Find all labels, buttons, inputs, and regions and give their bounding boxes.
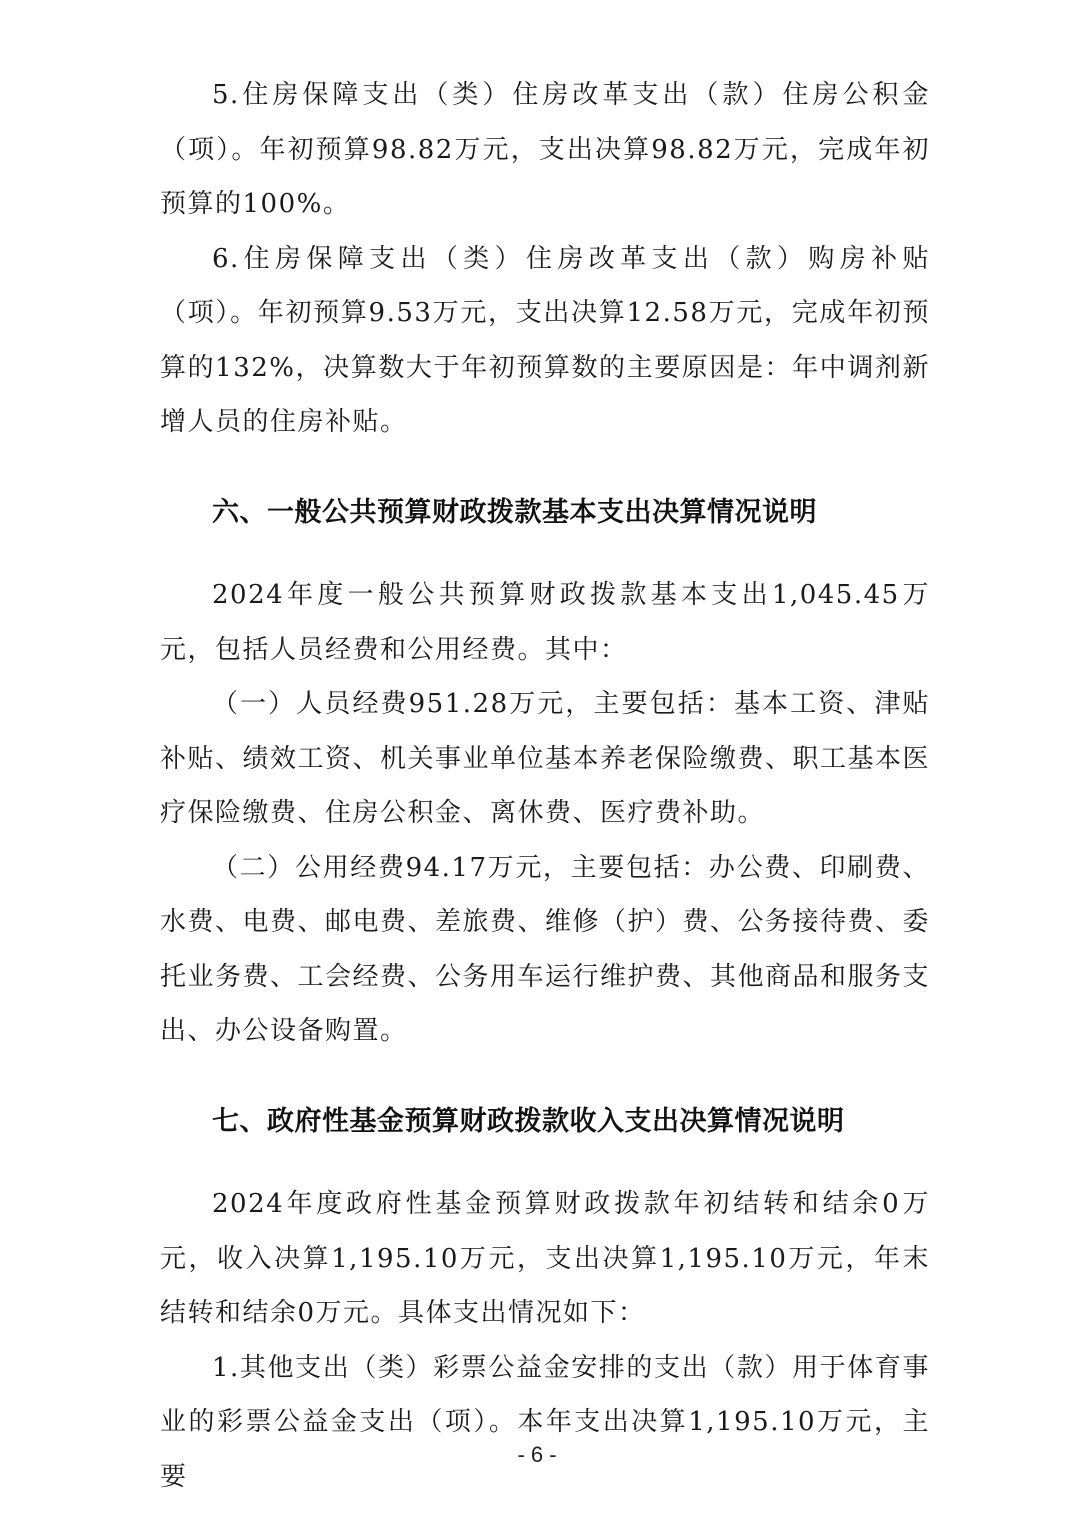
section-heading-government-fund: 七、政府性基金预算财政拨款收入支出决算情况说明 xyxy=(212,1105,845,1137)
paragraph-public-expenses: （二）公用经费94.17万元，主要包括：办公费、印刷费、水费、电费、邮电费、差旅费、维修（护）费、公务接待费、委托业务费、工会经费、公务用车运行维护费、其他商品和服务支出、办公设备购置。 xyxy=(160,852,931,1046)
document-body xyxy=(160,68,930,1504)
paragraph-housing-fund: 5.住房保障支出（类）住房改革支出（款）住房公积金（项）。年初预算98.82万元，支出决算98.82万元，完成年初预算的100%。 xyxy=(160,80,930,219)
paragraph-government-fund-total: 2024年度政府性基金预算财政拨款年初结转和结余0万元，收入决算1,195.10万元，支出决算1,195.10万元，年末结转和结余0万元。具体支出情况如下： xyxy=(160,1189,930,1328)
page-number: - 6 - xyxy=(517,1442,557,1467)
paragraph-housing-subsidy: 6.住房保障支出（类）住房改革支出（款）购房补贴（项）。年初预算9.53万元，支出决算12.58万元，完成年初预算的132%，决算数大于年初预算数的主要原因是：年中调剂新增人员的住房补贴。 xyxy=(160,243,930,437)
paragraph-personnel-expenses: （一）人员经费951.28万元，主要包括：基本工资、津贴补贴、绩效工资、机关事业单位基本养老保险缴费、职工基本医疗保险缴费、住房公积金、离休费、医疗费补助。 xyxy=(160,689,931,828)
paragraph-basic-expenditure-total: 2024年度一般公共预算财政拨款基本支出1,045.45万元，包括人员经费和公用经费。其中： xyxy=(160,580,930,665)
paragraph-lottery-fund: 1.其他支出（类）彩票公益金安排的支出（款）用于体育事业的彩票公益金支出（项）。本年支出决算1,195.10万元，主要 xyxy=(160,1352,930,1492)
section-heading-basic-expenditure: 六、一般公共预算财政拨款基本支出决算情况说明 xyxy=(212,496,817,528)
